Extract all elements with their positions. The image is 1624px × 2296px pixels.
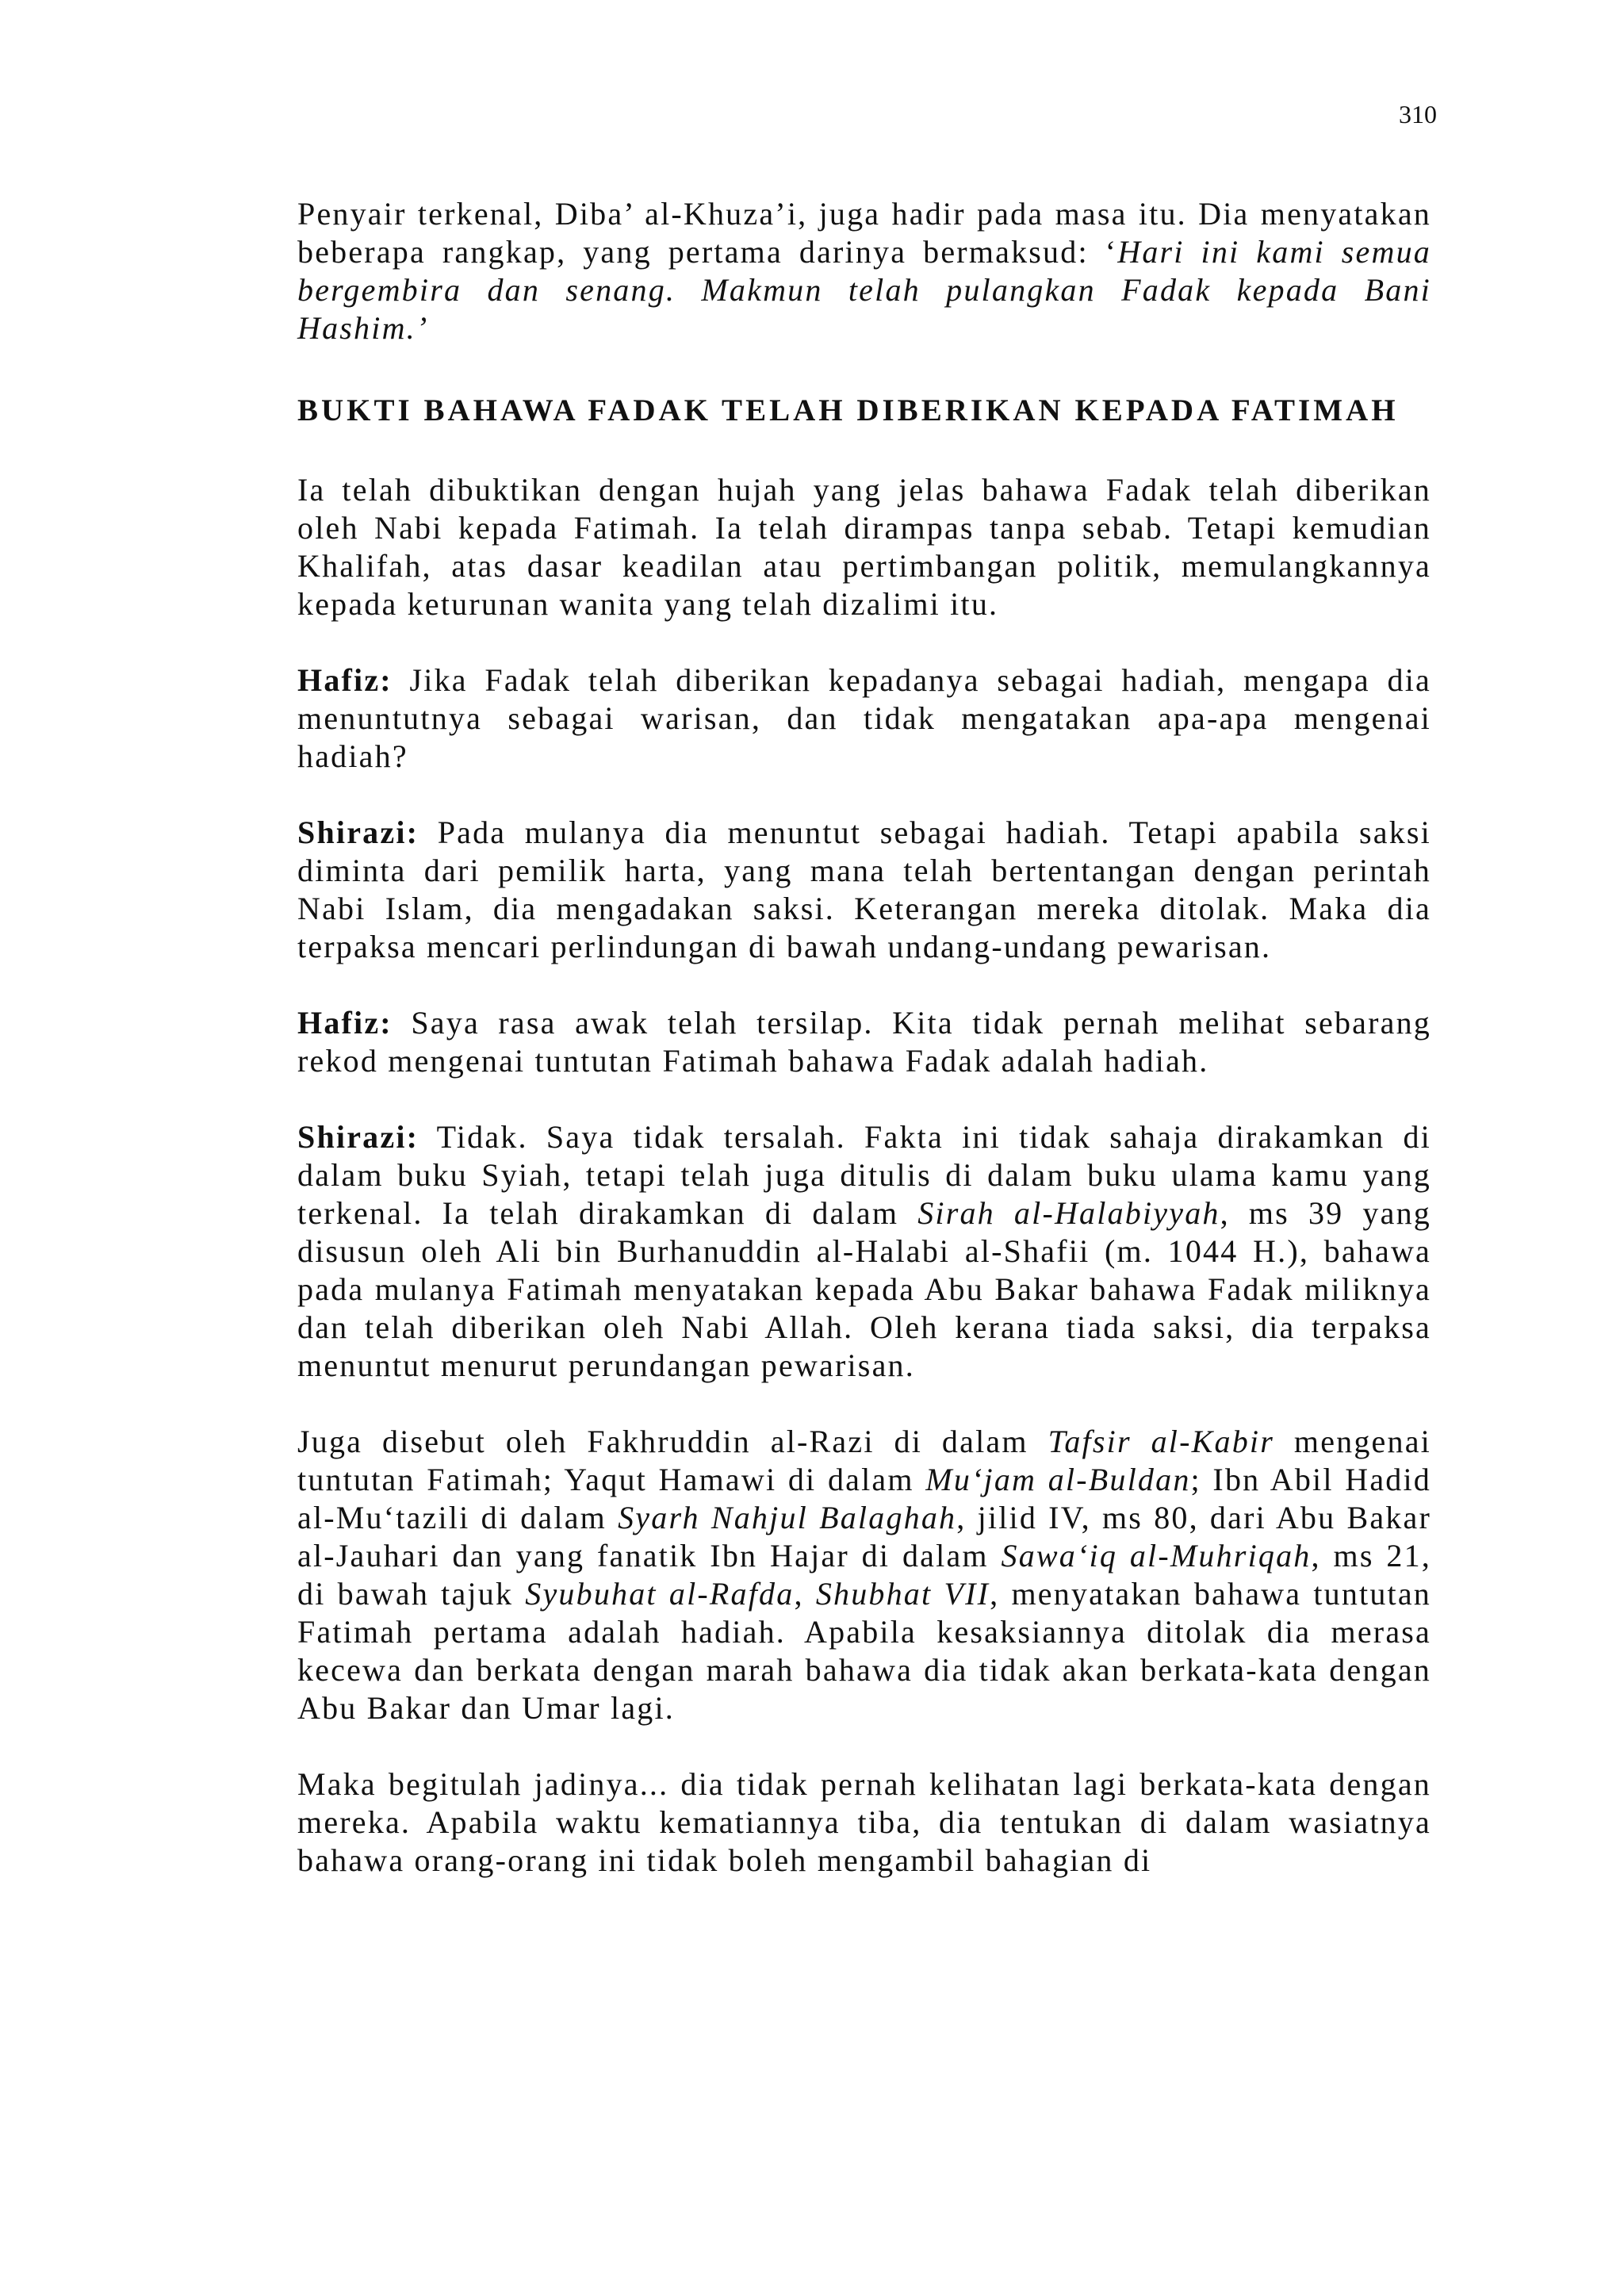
text-run: Pada mulanya dia menuntut sebagai hadiah. Tetapi apabila saksi diminta dari pemilik harta, yang mana telah bertentangan dengan perintah Nabi Islam, dia mengadakan saksi. Keterangan mereka ditolak. Maka dia terpaksa mencari perlindungan di bawah undang-undang pewarisan. (297, 815, 1431, 964)
book-title: Syarh Nahjul Balaghah (618, 1500, 957, 1535)
speaker-label: Hafiz: (297, 1005, 393, 1041)
text-run: Saya rasa awak telah tersilap. Kita tidak pernah melihat sebarang rekod mengenai tuntutan Fatimah bahawa Fadak adalah hadiah. (297, 1005, 1431, 1079)
text-run: Tidak. Saya tidak tersalah. Fakta ini tidak sahaja dirakamkan di dalam buku Syiah, tetapi telah juga ditulis di dalam buku ulama kamu yang terkenal. Ia telah dirakamkan di dalam (297, 1119, 1431, 1231)
book-title: Syubuhat al-Rafda (525, 1576, 795, 1612)
paragraph-sources (297, 1423, 1431, 1727)
dialogue-hafiz-2 (297, 1004, 1431, 1080)
dialogue-shirazi-1 (297, 814, 1431, 966)
text-run: , ms 21, di bawah tajuk (297, 1538, 1431, 1612)
page-body (297, 195, 1431, 1918)
book-title: Tafsir al-Kabir (1048, 1424, 1274, 1459)
book-title: Shubhat VII (815, 1576, 990, 1612)
book-title: Mu‘jam al-Buldan (925, 1462, 1191, 1497)
text-run: mengenai tuntutan Fatimah; Yaqut Hamawi di dalam (297, 1424, 1431, 1497)
italic-quote: Hari ini kami semua bergembira dan senang. Makmun telah pulangkan Fadak kepada Bani Hashim.’ (297, 234, 1431, 346)
page-number: 310 (1399, 100, 1437, 128)
text-run: , menyatakan bahawa tuntutan Fatimah pertama adalah hadiah. Apabila kesaksiannya ditolak dia merasa kecewa dan berkata dengan marah bahawa dia tidak akan berkata-kata dengan Abu Bakar dan Umar lagi. (297, 1576, 1432, 1726)
text-run: , (794, 1576, 816, 1612)
paragraph-poet (297, 195, 1431, 347)
dialogue-hafiz-1 (297, 661, 1431, 776)
paragraph-conclusion (297, 1765, 1431, 1880)
speaker-label: Hafiz: (297, 662, 393, 698)
book-title: Sirah al-Halabiyyah (917, 1195, 1220, 1231)
text-run: , ms 39 yang disusun oleh Ali bin Burhanuddin al-Halabi al-Shafii (m. 1044 H.), bahawa pada mulanya Fatimah menyatakan kepada Abu Bakar bahawa Fadak miliknya dan telah diberikan oleh Nabi Allah. Oleh kerana tiada saksi, dia terpaksa menuntut menurut perundangan pewarisan. (297, 1195, 1431, 1383)
text-run: Penyair terkenal, Diba’ al-Khuza’i, juga hadir pada masa itu. Dia menyatakan beberapa rangkap, yang pertama darinya bermaksud: ‘ (297, 196, 1431, 270)
text-run: Ia telah dibuktikan dengan hujah yang jelas bahawa Fadak telah diberikan oleh Nabi kepada Fatimah. Ia telah dirampas tanpa sebab. Tetapi kemudian Khalifah, atas dasar keadilan atau pertimbangan politik, memulangkannya kepada keturunan wanita yang telah dizalimi itu. (297, 472, 1431, 622)
paragraph-proof (297, 471, 1431, 623)
book-title: Sawa‘iq al-Muhriqah (1001, 1538, 1312, 1573)
text-run: ; Ibn Abil Hadid al-Mu‘tazili di dalam (297, 1462, 1431, 1535)
dialogue-shirazi-2 (297, 1118, 1431, 1385)
text-run: , jilid IV, ms 80, dari Abu Bakar al-Jauhari dan yang fanatik Ibn Hajar di dalam (297, 1500, 1431, 1573)
speaker-label: Shirazi: (297, 1119, 419, 1155)
text-run: Juga disebut oleh Fakhruddin al-Razi di dalam (297, 1424, 1048, 1459)
section-heading: BUKTI BAHAWA FADAK TELAH DIBERIKAN KEPADA FATIMAH (297, 393, 1399, 427)
speaker-label: Shirazi: (297, 815, 419, 850)
text-run: Maka begitulah jadinya... dia tidak pernah kelihatan lagi berkata-kata dengan mereka. Apabila waktu kematiannya tiba, dia tentukan di dalam wasiatnya bahawa orang-orang ini tidak boleh mengambil bahagian di (297, 1766, 1431, 1878)
text-run: Jika Fadak telah diberikan kepadanya sebagai hadiah, mengapa dia menuntutnya sebagai warisan, dan tidak mengatakan apa-apa mengenai hadiah? (297, 662, 1431, 774)
